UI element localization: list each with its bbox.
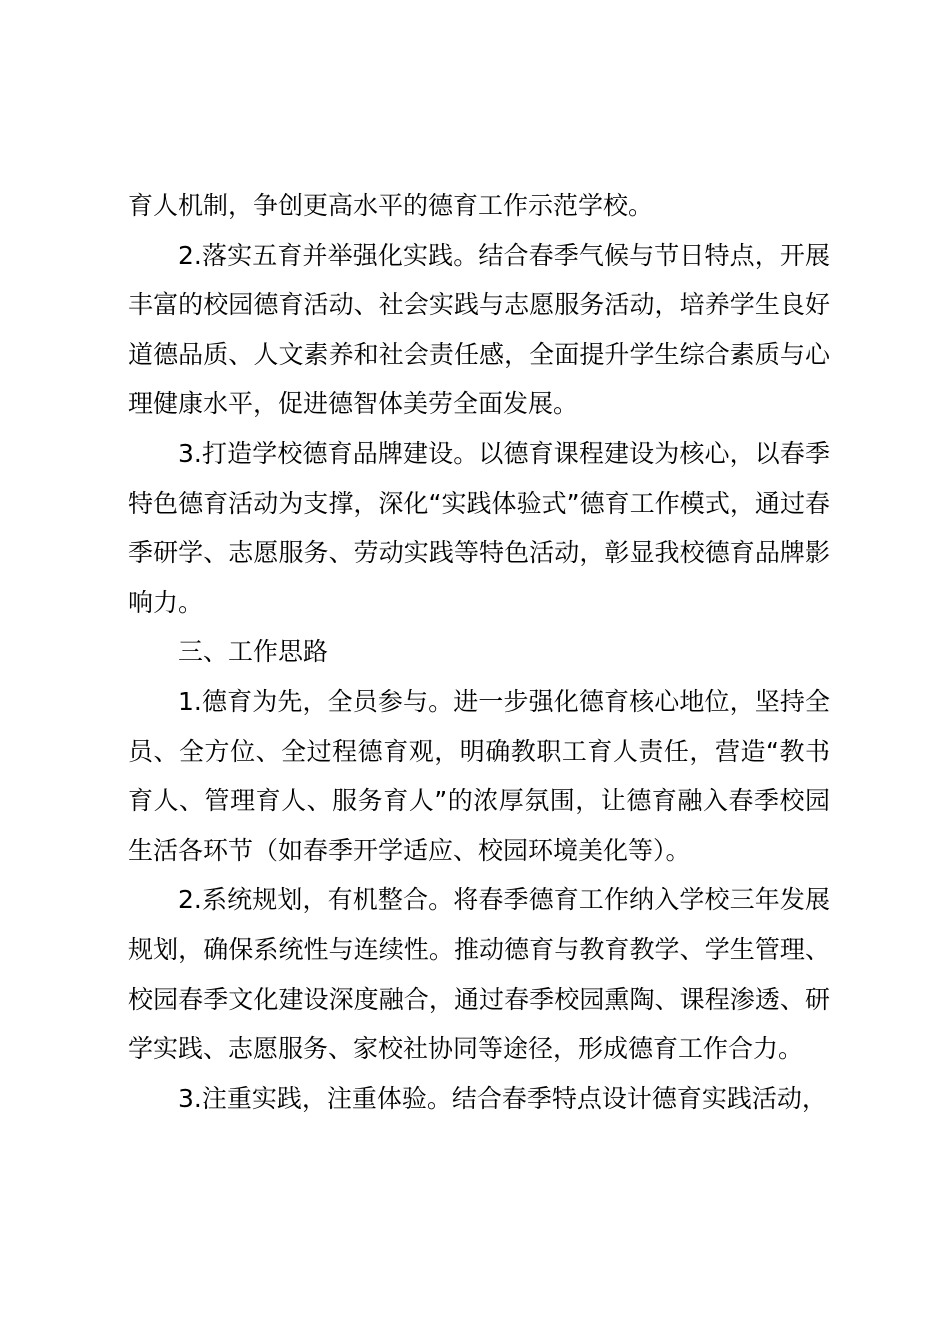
document-body <box>128 181 830 1123</box>
paragraph-systematic-planning: 2.系统规划，有机整合。将春季德育工作纳入学校三年发展规划，确保系统性与连续性。推动德育与教育教学、学生管理、校园春季文化建设深度融合，通过春季校园熏陶、课程渗透、研学实践、志愿服务、家校社协同等途径，形成德育工作合力。 <box>128 885 830 1064</box>
paragraph-continuation: 育人机制，争创更高水平的德育工作示范学校。 <box>128 191 654 220</box>
paragraph-practice-experience: 3.注重实践，注重体验。结合春季特点设计德育实践活动， <box>178 1083 827 1113</box>
paragraph-five-education-practice: 2.落实五育并举强化实践。结合春季气候与节日特点，开展丰富的校园德育活动、社会实践与志愿服务活动，培养学生良好道德品质、人文素养和社会责任感，全面提升学生综合素质与心理健康水平，促进德智体美劳全面发展。 <box>128 240 830 419</box>
paragraph-moral-first-all-participate: 1.德育为先，全员参与。进一步强化德育核心地位，坚持全员、全方位、全过程德育观，明确教职工育人责任，营造“教书育人、管理育人、服务育人”的浓厚氛围，让德育融入春季校园生活各环节（如春季开学适应、校园环境美化等）。 <box>128 686 830 865</box>
paragraph-moral-education-brand: 3.打造学校德育品牌建设。以德育课程建设为核心，以春季特色德育活动为支撑，深化“实践体验式”德育工作模式，通过春季研学、志愿服务、劳动实践等特色活动，彰显我校德育品牌影响力。 <box>128 438 830 617</box>
section-heading-work-approach: 三、工作思路 <box>178 637 329 667</box>
